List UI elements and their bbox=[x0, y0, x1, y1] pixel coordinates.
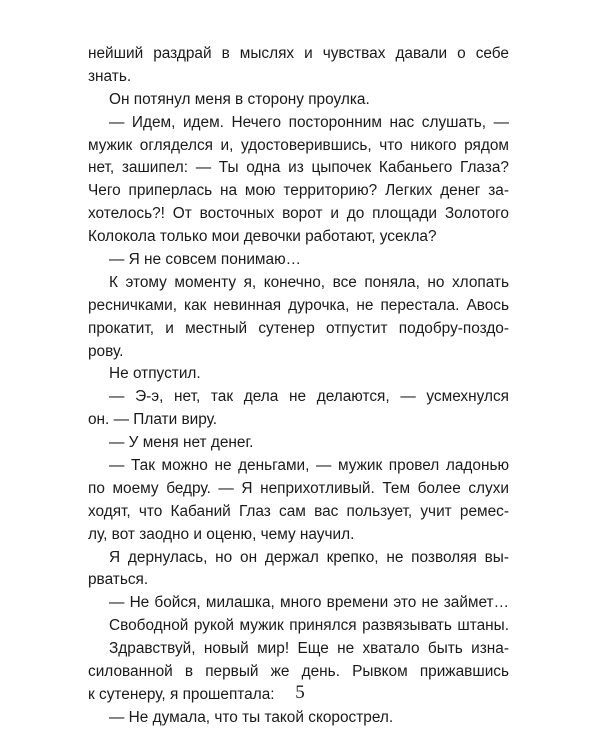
body-text bbox=[88, 43, 509, 730]
text-line: Я дернулась, но он держал крепко, не позволяя вы- bbox=[109, 548, 509, 566]
text-line: нейший раздрай в мыслях и чувствах давали о себе bbox=[88, 45, 509, 62]
text-line: Здравствуй, новый мир! Еще не хватало быть изна- bbox=[109, 640, 509, 658]
text-line: Он потянул меня в сторону проулка. bbox=[109, 90, 370, 108]
text-line: — Не думала, что ты такой скорострел. bbox=[109, 708, 394, 726]
text-line: — Э-э, нет, так дела не делаются, — усмехнулся bbox=[109, 388, 509, 406]
text-line: нет, зашипел: — Ты одна из цыпочек Кабаньего Глаза? bbox=[88, 159, 509, 177]
text-line: к сутенеру, я прошептала: bbox=[88, 685, 275, 703]
text-line: по моему бедру. — Я неприхотливый. Тем более слухи bbox=[88, 479, 509, 497]
text-line: мужик огляделся и, удостоверившись, что никого рядом bbox=[88, 136, 509, 154]
text-line: — Не бойся, милашка, много времени это не займет… bbox=[109, 594, 509, 612]
text-line: Свободной рукой мужик принялся развязывать штаны. bbox=[109, 617, 509, 635]
text-line: Колокола только мои девочки работают, усекла? bbox=[88, 228, 437, 246]
text-line: Не отпустил. bbox=[109, 365, 201, 383]
text-line: — У меня нет денег. bbox=[109, 434, 254, 452]
text-line: хотелось?! От восточных ворот и до площади Золотого bbox=[88, 205, 509, 223]
text-line: рову. bbox=[88, 342, 124, 360]
text-line: — Так можно не деньгами, — мужик провел ладонью bbox=[109, 457, 509, 475]
text-line: ресничками, как невинная дурочка, не перестала. Авось bbox=[88, 296, 509, 314]
text-line: силованной в первый же день. Рывком прижавшись bbox=[88, 663, 509, 681]
page-number: 5 bbox=[295, 682, 305, 703]
text-line: — Идем, идем. Нечего посторонним нас слушать, — bbox=[109, 113, 509, 131]
text-line: прокатит, и местный сутенер отпустит подобру-поздо- bbox=[88, 319, 509, 337]
text-line: лу, вот заодно и оценю, чему научил. bbox=[88, 525, 355, 543]
text-line: К этому моменту я, конечно, все поняла, но хлопать bbox=[109, 273, 509, 291]
text-line: — Я не совсем понимаю… bbox=[109, 251, 301, 269]
text-line: он. — Плати виру. bbox=[88, 411, 218, 429]
text-line: Чего приперлась на мою территорию? Легких денег за- bbox=[88, 182, 509, 200]
text-line: знать. bbox=[88, 67, 132, 85]
text-line: рваться. bbox=[88, 571, 149, 589]
text-line: ходят, что Кабаний Глаз сам вас пользует, учит ремес- bbox=[88, 502, 509, 520]
